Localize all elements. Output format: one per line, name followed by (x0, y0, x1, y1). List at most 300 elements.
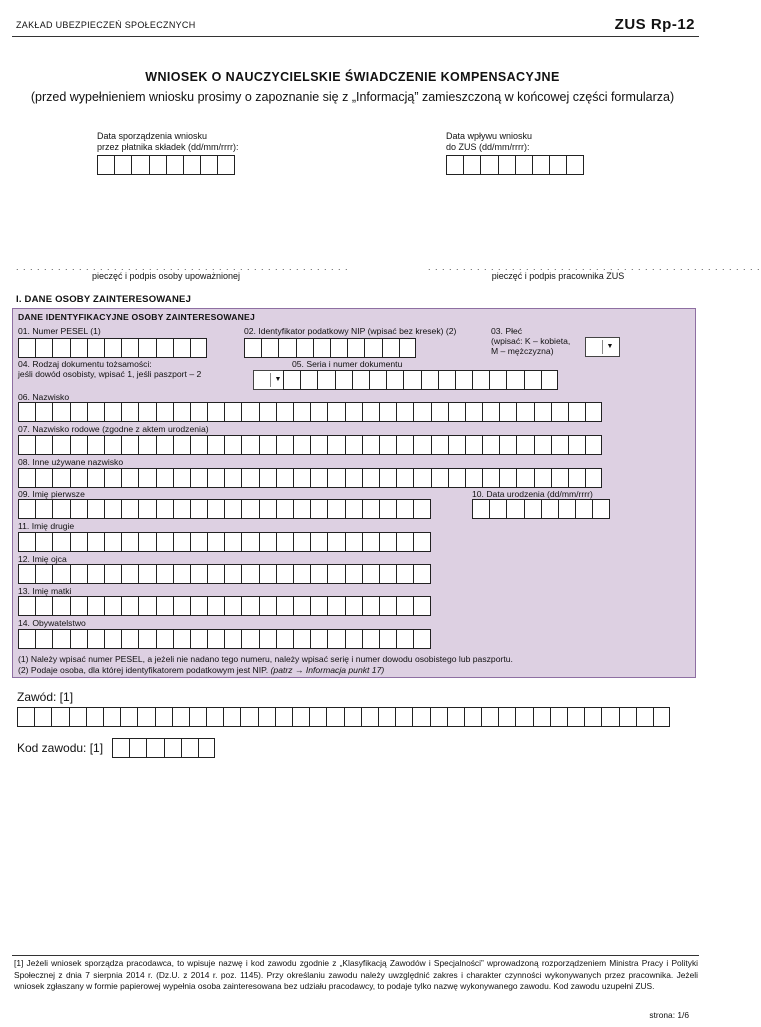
char-cell[interactable] (395, 707, 412, 727)
recv-date-input[interactable] (446, 155, 584, 175)
char-cell[interactable] (35, 564, 52, 584)
char-cell[interactable] (275, 707, 292, 727)
char-cell[interactable] (156, 532, 173, 552)
occupation-code-input[interactable] (112, 738, 215, 758)
char-cell[interactable] (183, 155, 200, 175)
char-cell[interactable] (413, 532, 430, 552)
char-cell[interactable] (138, 564, 155, 584)
char-cell[interactable] (138, 629, 155, 649)
char-cell[interactable] (326, 707, 343, 727)
char-cell[interactable] (516, 435, 533, 455)
char-cell[interactable] (244, 338, 261, 358)
char-cell[interactable] (310, 435, 327, 455)
char-cell[interactable] (524, 499, 541, 519)
char-cell[interactable] (568, 435, 585, 455)
nip-input[interactable] (244, 338, 416, 358)
char-cell[interactable] (551, 468, 568, 488)
sex-dropdown[interactable] (585, 337, 620, 357)
char-cell[interactable] (156, 629, 173, 649)
char-cell[interactable] (601, 707, 618, 727)
char-cell[interactable] (138, 402, 155, 422)
char-cell[interactable] (224, 629, 241, 649)
char-cell[interactable] (482, 402, 499, 422)
char-cell[interactable] (431, 468, 448, 488)
char-cell[interactable] (362, 499, 379, 519)
char-cell[interactable] (103, 707, 120, 727)
char-cell[interactable] (104, 596, 121, 616)
char-cell[interactable] (173, 435, 190, 455)
char-cell[interactable] (568, 468, 585, 488)
birth-date-input[interactable] (472, 499, 610, 519)
char-cell[interactable] (104, 629, 121, 649)
char-cell[interactable] (35, 338, 52, 358)
char-cell[interactable] (465, 402, 482, 422)
char-cell[interactable] (327, 596, 344, 616)
char-cell[interactable] (87, 564, 104, 584)
char-cell[interactable] (241, 468, 258, 488)
char-cell[interactable] (463, 155, 480, 175)
char-cell[interactable] (70, 596, 87, 616)
char-cell[interactable] (259, 499, 276, 519)
char-cell[interactable] (35, 402, 52, 422)
char-cell[interactable] (345, 564, 362, 584)
char-cell[interactable] (35, 468, 52, 488)
char-cell[interactable] (396, 499, 413, 519)
char-cell[interactable] (104, 532, 121, 552)
char-cell[interactable] (541, 370, 558, 390)
char-cell[interactable] (396, 564, 413, 584)
char-cell[interactable] (464, 707, 481, 727)
prep-date-input[interactable] (97, 155, 235, 175)
char-cell[interactable] (379, 468, 396, 488)
char-cell[interactable] (18, 435, 35, 455)
char-cell[interactable] (104, 468, 121, 488)
char-cell[interactable] (190, 402, 207, 422)
char-cell[interactable] (448, 468, 465, 488)
char-cell[interactable] (382, 338, 399, 358)
char-cell[interactable] (327, 629, 344, 649)
char-cell[interactable] (52, 629, 69, 649)
char-cell[interactable] (431, 435, 448, 455)
char-cell[interactable] (327, 468, 344, 488)
char-cell[interactable] (259, 435, 276, 455)
char-cell[interactable] (121, 338, 138, 358)
char-cell[interactable] (310, 402, 327, 422)
char-cell[interactable] (155, 707, 172, 727)
char-cell[interactable] (362, 596, 379, 616)
char-cell[interactable] (396, 435, 413, 455)
char-cell[interactable] (241, 499, 258, 519)
char-cell[interactable] (482, 435, 499, 455)
char-cell[interactable] (361, 707, 378, 727)
char-cell[interactable] (345, 532, 362, 552)
char-cell[interactable] (345, 402, 362, 422)
char-cell[interactable] (259, 596, 276, 616)
char-cell[interactable] (396, 402, 413, 422)
char-cell[interactable] (396, 596, 413, 616)
char-cell[interactable] (313, 338, 330, 358)
char-cell[interactable] (138, 499, 155, 519)
char-cell[interactable] (516, 402, 533, 422)
char-cell[interactable] (506, 370, 523, 390)
char-cell[interactable] (207, 564, 224, 584)
doc-series-input[interactable] (283, 370, 558, 390)
char-cell[interactable] (190, 564, 207, 584)
char-cell[interactable] (104, 499, 121, 519)
char-cell[interactable] (190, 499, 207, 519)
char-cell[interactable] (379, 564, 396, 584)
char-cell[interactable] (190, 532, 207, 552)
char-cell[interactable] (207, 499, 224, 519)
char-cell[interactable] (293, 596, 310, 616)
char-cell[interactable] (585, 468, 602, 488)
char-cell[interactable] (241, 629, 258, 649)
char-cell[interactable] (120, 707, 137, 727)
char-cell[interactable] (70, 532, 87, 552)
char-cell[interactable] (317, 370, 334, 390)
char-cell[interactable] (87, 532, 104, 552)
char-cell[interactable] (121, 435, 138, 455)
char-cell[interactable] (173, 629, 190, 649)
char-cell[interactable] (498, 155, 515, 175)
char-cell[interactable] (276, 499, 293, 519)
char-cell[interactable] (293, 402, 310, 422)
char-cell[interactable] (190, 338, 207, 358)
char-cell[interactable] (52, 435, 69, 455)
char-cell[interactable] (52, 596, 69, 616)
char-cell[interactable] (431, 402, 448, 422)
occupation-input[interactable] (17, 707, 670, 727)
char-cell[interactable] (448, 435, 465, 455)
char-cell[interactable] (224, 596, 241, 616)
char-cell[interactable] (121, 402, 138, 422)
char-cell[interactable] (344, 707, 361, 727)
char-cell[interactable] (455, 370, 472, 390)
char-cell[interactable] (438, 370, 455, 390)
char-cell[interactable] (86, 707, 103, 727)
char-cell[interactable] (345, 468, 362, 488)
char-cell[interactable] (327, 402, 344, 422)
char-cell[interactable] (259, 532, 276, 552)
char-cell[interactable] (172, 707, 189, 727)
char-cell[interactable] (87, 468, 104, 488)
char-cell[interactable] (156, 468, 173, 488)
char-cell[interactable] (653, 707, 670, 727)
char-cell[interactable] (430, 707, 447, 727)
char-cell[interactable] (207, 468, 224, 488)
char-cell[interactable] (52, 338, 69, 358)
char-cell[interactable] (173, 402, 190, 422)
char-cell[interactable] (550, 707, 567, 727)
char-cell[interactable] (364, 338, 381, 358)
char-cell[interactable] (104, 564, 121, 584)
char-cell[interactable] (310, 499, 327, 519)
char-cell[interactable] (396, 532, 413, 552)
mother-name-input[interactable] (18, 596, 431, 616)
char-cell[interactable] (52, 564, 69, 584)
char-cell[interactable] (413, 499, 430, 519)
char-cell[interactable] (224, 532, 241, 552)
char-cell[interactable] (70, 468, 87, 488)
char-cell[interactable] (146, 738, 163, 758)
char-cell[interactable] (585, 435, 602, 455)
char-cell[interactable] (207, 532, 224, 552)
char-cell[interactable] (87, 338, 104, 358)
char-cell[interactable] (18, 596, 35, 616)
char-cell[interactable] (480, 155, 497, 175)
char-cell[interactable] (70, 499, 87, 519)
char-cell[interactable] (18, 338, 35, 358)
char-cell[interactable] (173, 468, 190, 488)
char-cell[interactable] (276, 468, 293, 488)
char-cell[interactable] (138, 532, 155, 552)
char-cell[interactable] (17, 707, 34, 727)
char-cell[interactable] (97, 155, 114, 175)
char-cell[interactable] (413, 629, 430, 649)
char-cell[interactable] (259, 402, 276, 422)
char-cell[interactable] (541, 499, 558, 519)
char-cell[interactable] (35, 435, 52, 455)
char-cell[interactable] (310, 564, 327, 584)
char-cell[interactable] (241, 532, 258, 552)
char-cell[interactable] (515, 707, 532, 727)
char-cell[interactable] (524, 370, 541, 390)
char-cell[interactable] (293, 532, 310, 552)
char-cell[interactable] (241, 596, 258, 616)
char-cell[interactable] (121, 532, 138, 552)
char-cell[interactable] (276, 629, 293, 649)
char-cell[interactable] (173, 338, 190, 358)
char-cell[interactable] (173, 499, 190, 519)
char-cell[interactable] (18, 499, 35, 519)
char-cell[interactable] (276, 402, 293, 422)
char-cell[interactable] (446, 155, 463, 175)
char-cell[interactable] (190, 629, 207, 649)
char-cell[interactable] (592, 499, 609, 519)
char-cell[interactable] (515, 155, 532, 175)
char-cell[interactable] (207, 596, 224, 616)
char-cell[interactable] (482, 468, 499, 488)
char-cell[interactable] (293, 564, 310, 584)
char-cell[interactable] (396, 468, 413, 488)
char-cell[interactable] (207, 402, 224, 422)
char-cell[interactable] (149, 155, 166, 175)
char-cell[interactable] (121, 468, 138, 488)
char-cell[interactable] (413, 564, 430, 584)
char-cell[interactable] (533, 707, 550, 727)
char-cell[interactable] (138, 596, 155, 616)
char-cell[interactable] (35, 629, 52, 649)
char-cell[interactable] (575, 499, 592, 519)
char-cell[interactable] (489, 499, 506, 519)
char-cell[interactable] (189, 707, 206, 727)
char-cell[interactable] (156, 435, 173, 455)
char-cell[interactable] (104, 435, 121, 455)
char-cell[interactable] (276, 596, 293, 616)
char-cell[interactable] (352, 370, 369, 390)
char-cell[interactable] (362, 564, 379, 584)
char-cell[interactable] (534, 402, 551, 422)
char-cell[interactable] (310, 468, 327, 488)
char-cell[interactable] (447, 707, 464, 727)
char-cell[interactable] (283, 370, 300, 390)
char-cell[interactable] (156, 596, 173, 616)
char-cell[interactable] (138, 435, 155, 455)
char-cell[interactable] (261, 338, 278, 358)
char-cell[interactable] (293, 435, 310, 455)
char-cell[interactable] (87, 629, 104, 649)
char-cell[interactable] (190, 468, 207, 488)
char-cell[interactable] (224, 499, 241, 519)
char-cell[interactable] (551, 402, 568, 422)
char-cell[interactable] (224, 564, 241, 584)
char-cell[interactable] (87, 402, 104, 422)
char-cell[interactable] (362, 402, 379, 422)
char-cell[interactable] (345, 499, 362, 519)
char-cell[interactable] (207, 629, 224, 649)
char-cell[interactable] (34, 707, 51, 727)
char-cell[interactable] (137, 707, 154, 727)
char-cell[interactable] (223, 707, 240, 727)
char-cell[interactable] (345, 629, 362, 649)
char-cell[interactable] (156, 564, 173, 584)
char-cell[interactable] (472, 499, 489, 519)
char-cell[interactable] (259, 629, 276, 649)
char-cell[interactable] (18, 468, 35, 488)
char-cell[interactable] (403, 370, 420, 390)
char-cell[interactable] (156, 338, 173, 358)
char-cell[interactable] (293, 468, 310, 488)
char-cell[interactable] (413, 435, 430, 455)
char-cell[interactable] (619, 707, 636, 727)
char-cell[interactable] (259, 564, 276, 584)
char-cell[interactable] (156, 402, 173, 422)
char-cell[interactable] (499, 402, 516, 422)
char-cell[interactable] (379, 629, 396, 649)
char-cell[interactable] (413, 468, 430, 488)
char-cell[interactable] (241, 435, 258, 455)
other-name-input[interactable] (18, 468, 602, 488)
char-cell[interactable] (345, 435, 362, 455)
char-cell[interactable] (292, 707, 309, 727)
second-name-input[interactable] (18, 532, 431, 552)
char-cell[interactable] (379, 532, 396, 552)
char-cell[interactable] (52, 532, 69, 552)
char-cell[interactable] (121, 596, 138, 616)
char-cell[interactable] (114, 155, 131, 175)
char-cell[interactable] (173, 532, 190, 552)
char-cell[interactable] (240, 707, 257, 727)
char-cell[interactable] (276, 564, 293, 584)
char-cell[interactable] (499, 468, 516, 488)
char-cell[interactable] (396, 629, 413, 649)
father-name-input[interactable] (18, 564, 431, 584)
char-cell[interactable] (551, 435, 568, 455)
char-cell[interactable] (327, 499, 344, 519)
char-cell[interactable] (379, 596, 396, 616)
char-cell[interactable] (362, 435, 379, 455)
char-cell[interactable] (190, 596, 207, 616)
char-cell[interactable] (35, 596, 52, 616)
char-cell[interactable] (104, 338, 121, 358)
char-cell[interactable] (207, 435, 224, 455)
char-cell[interactable] (309, 707, 326, 727)
char-cell[interactable] (585, 402, 602, 422)
char-cell[interactable] (498, 707, 515, 727)
char-cell[interactable] (584, 707, 601, 727)
char-cell[interactable] (636, 707, 653, 727)
char-cell[interactable] (70, 629, 87, 649)
char-cell[interactable] (413, 596, 430, 616)
char-cell[interactable] (327, 435, 344, 455)
char-cell[interactable] (293, 629, 310, 649)
char-cell[interactable] (310, 629, 327, 649)
char-cell[interactable] (18, 564, 35, 584)
char-cell[interactable] (421, 370, 438, 390)
char-cell[interactable] (412, 707, 429, 727)
char-cell[interactable] (278, 338, 295, 358)
char-cell[interactable] (335, 370, 352, 390)
char-cell[interactable] (549, 155, 566, 175)
char-cell[interactable] (35, 499, 52, 519)
char-cell[interactable] (138, 468, 155, 488)
char-cell[interactable] (87, 499, 104, 519)
char-cell[interactable] (499, 435, 516, 455)
char-cell[interactable] (70, 402, 87, 422)
char-cell[interactable] (259, 468, 276, 488)
first-name-input[interactable] (18, 499, 431, 519)
char-cell[interactable] (300, 370, 317, 390)
char-cell[interactable] (378, 707, 395, 727)
char-cell[interactable] (166, 155, 183, 175)
char-cell[interactable] (330, 338, 347, 358)
char-cell[interactable] (448, 402, 465, 422)
char-cell[interactable] (18, 532, 35, 552)
char-cell[interactable] (362, 468, 379, 488)
char-cell[interactable] (567, 707, 584, 727)
char-cell[interactable] (51, 707, 68, 727)
char-cell[interactable] (258, 707, 275, 727)
char-cell[interactable] (534, 468, 551, 488)
char-cell[interactable] (362, 532, 379, 552)
char-cell[interactable] (534, 435, 551, 455)
char-cell[interactable] (217, 155, 234, 175)
char-cell[interactable] (379, 435, 396, 455)
char-cell[interactable] (386, 370, 403, 390)
char-cell[interactable] (200, 155, 217, 175)
char-cell[interactable] (70, 564, 87, 584)
citizenship-input[interactable] (18, 629, 431, 649)
char-cell[interactable] (156, 499, 173, 519)
char-cell[interactable] (481, 707, 498, 727)
char-cell[interactable] (35, 532, 52, 552)
char-cell[interactable] (164, 738, 181, 758)
char-cell[interactable] (87, 596, 104, 616)
char-cell[interactable] (173, 596, 190, 616)
char-cell[interactable] (293, 499, 310, 519)
char-cell[interactable] (558, 499, 575, 519)
char-cell[interactable] (296, 338, 313, 358)
char-cell[interactable] (104, 402, 121, 422)
char-cell[interactable] (489, 370, 506, 390)
char-cell[interactable] (224, 468, 241, 488)
char-cell[interactable] (345, 596, 362, 616)
char-cell[interactable] (472, 370, 489, 390)
char-cell[interactable] (121, 564, 138, 584)
char-cell[interactable] (516, 468, 533, 488)
char-cell[interactable] (138, 338, 155, 358)
char-cell[interactable] (121, 499, 138, 519)
